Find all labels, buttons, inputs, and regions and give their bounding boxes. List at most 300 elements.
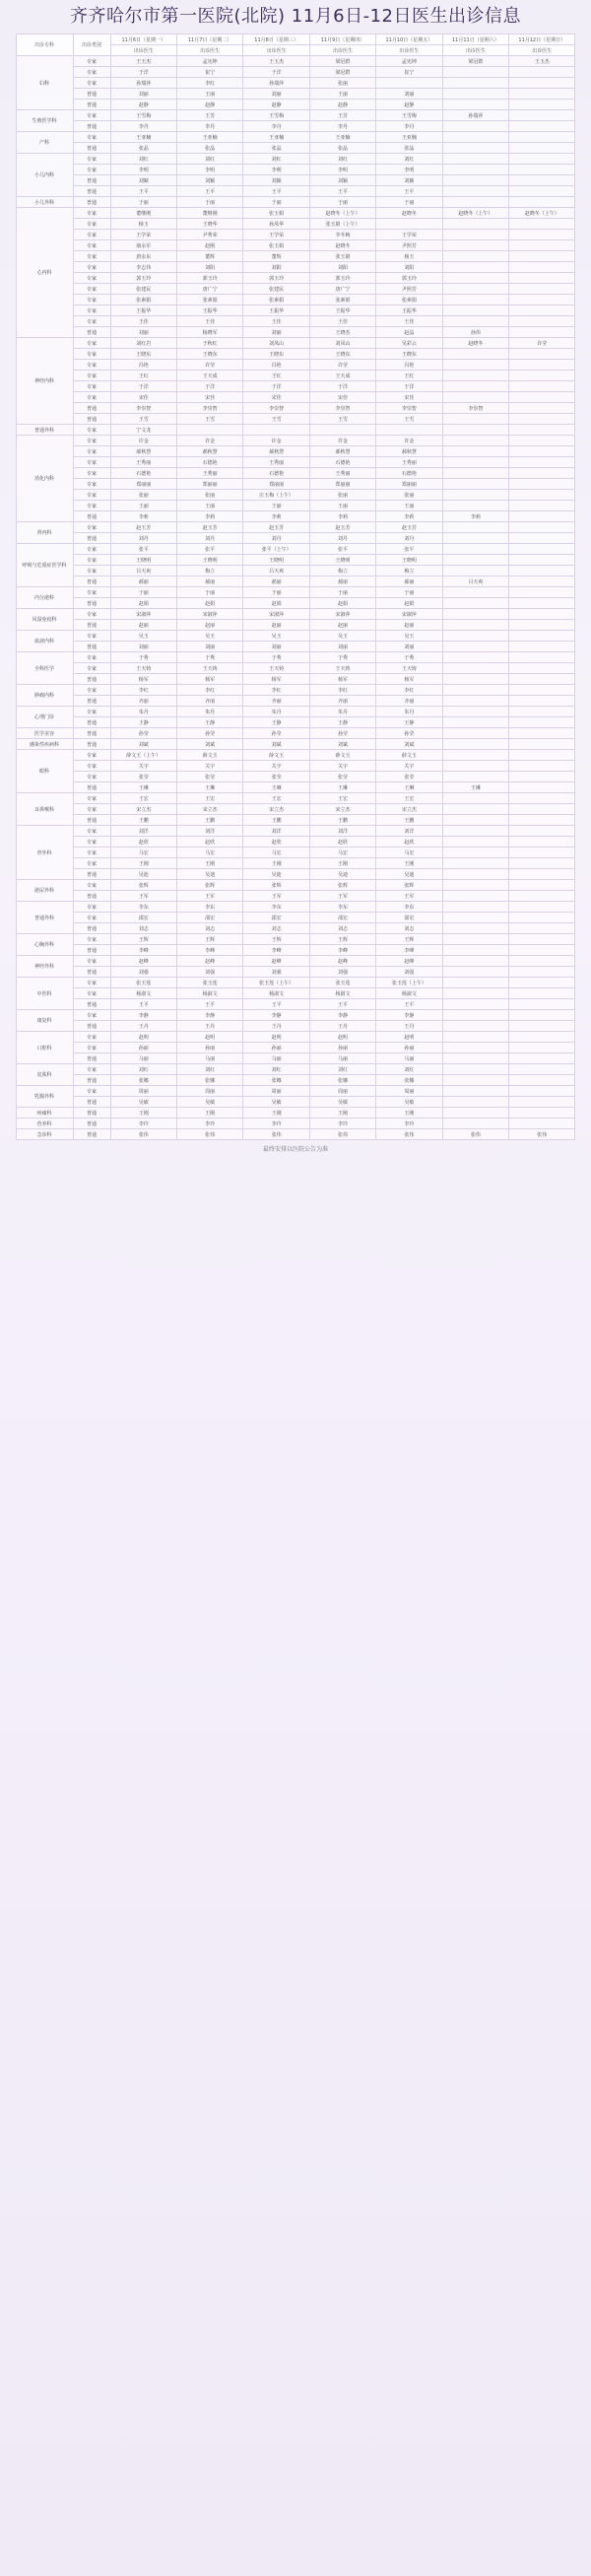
- visit-type-cell: 专家: [73, 490, 110, 501]
- doctor-cell: [442, 923, 508, 934]
- doctor-cell: [442, 371, 508, 381]
- visit-type-cell: 专家: [73, 956, 110, 967]
- doctor-cell: 郑丽丽: [110, 479, 176, 490]
- doctor-cell: 张素娟: [243, 295, 309, 305]
- doctor-cell: 刘斌: [309, 739, 375, 750]
- doctor-cell: [509, 988, 575, 999]
- doctor-cell: 吕天爽: [110, 566, 176, 576]
- doctor-cell: 郝秋慧: [110, 446, 176, 457]
- visit-type-cell: 专家: [73, 750, 110, 761]
- doctor-cell: 杨玉: [110, 219, 176, 230]
- dept-name: 神经外科: [16, 956, 73, 978]
- doctor-cell: 王晓明: [176, 555, 242, 566]
- doctor-cell: [509, 728, 575, 739]
- doctor-cell: [442, 1053, 508, 1064]
- doctor-cell: [442, 197, 508, 208]
- doctor-cell: 赵峰: [309, 956, 375, 967]
- doctor-cell: [442, 598, 508, 609]
- doctor-cell: 于洋: [309, 381, 375, 392]
- doctor-cell: 杨淑文: [243, 988, 309, 999]
- visit-type-cell: 专家: [73, 468, 110, 479]
- visit-type-cell: 普通: [73, 511, 110, 522]
- doctor-cell: 郭玉玲: [110, 273, 176, 284]
- doctor-cell: 李红: [176, 78, 242, 89]
- schedule-row: [16, 175, 575, 186]
- doctor-cell: [442, 501, 508, 511]
- doctor-cell: 王宏: [243, 793, 309, 804]
- doctor-cell: [442, 295, 508, 305]
- doctor-cell: 刘丽: [243, 327, 309, 338]
- doctor-cell: 张素娟: [309, 295, 375, 305]
- doctor-cell: 薛文玉: [376, 750, 442, 761]
- subheader-cell: 出诊医生: [376, 45, 442, 56]
- doctor-cell: 王鹏: [243, 815, 309, 826]
- doctor-cell: 王丹: [110, 1021, 176, 1032]
- doctor-cell: [442, 67, 508, 78]
- doctor-cell: 郭玉玲: [309, 273, 375, 284]
- doctor-cell: [442, 1119, 508, 1129]
- doctor-cell: 吴迪: [309, 869, 375, 880]
- visit-type-cell: 专家: [73, 685, 110, 696]
- doctor-cell: 李峰: [243, 945, 309, 956]
- dept-name: 口腔科: [16, 1032, 73, 1064]
- doctor-cell: 薛文玉: [309, 750, 375, 761]
- doctor-cell: [509, 815, 575, 826]
- doctor-cell: 张晶: [176, 143, 242, 154]
- doctor-cell: [442, 988, 508, 999]
- doctor-cell: [509, 761, 575, 772]
- doctor-cell: 刘红: [243, 154, 309, 165]
- doctor-cell: 王红: [110, 371, 176, 381]
- doctor-cell: 赵丽: [110, 620, 176, 631]
- doctor-cell: 王亚楠: [309, 132, 375, 143]
- doctor-cell: 王晓杰: [309, 327, 375, 338]
- doctor-cell: [442, 934, 508, 945]
- visit-type-cell: 专家: [73, 847, 110, 858]
- doctor-cell: 刘斌: [243, 739, 309, 750]
- doctor-cell: 薛文玉: [243, 750, 309, 761]
- visit-type-cell: 专家: [73, 566, 110, 576]
- doctor-cell: [509, 295, 575, 305]
- doctor-cell: 赵丽: [309, 620, 375, 631]
- dept-name: 肿瘤内科: [16, 685, 73, 707]
- doctor-cell: [442, 360, 508, 371]
- schedule-row: [16, 902, 575, 913]
- doctor-cell: [442, 761, 508, 772]
- doctor-cell: 刘强: [309, 967, 375, 978]
- doctor-cell: 张平: [176, 544, 242, 555]
- visit-type-cell: 专家: [73, 208, 110, 219]
- doctor-cell: 赵明: [176, 1032, 242, 1043]
- doctor-cell: 董继刚: [110, 208, 176, 219]
- visit-type-cell: 专家: [73, 436, 110, 446]
- doctor-cell: 赵丽: [243, 620, 309, 631]
- schedule-row: [16, 240, 575, 251]
- dept-name: 心胸外科: [16, 934, 73, 956]
- doctor-cell: 宋淑萍: [309, 609, 375, 620]
- doctor-cell: 李红: [376, 685, 442, 696]
- doctor-cell: 齐丽: [309, 696, 375, 707]
- visit-type-cell: 普通: [73, 121, 110, 132]
- dept-name: 心内科: [16, 208, 73, 338]
- visit-type-cell: 专家: [73, 446, 110, 457]
- doctor-cell: 王振华: [309, 305, 375, 316]
- dept-name: 消化内科: [16, 436, 73, 522]
- doctor-cell: [442, 956, 508, 967]
- doctor-cell: 张娜: [309, 1075, 375, 1086]
- doctor-cell: 杨军: [176, 674, 242, 685]
- doctor-cell: 崔宁: [176, 67, 242, 78]
- doctor-cell: 周丽: [243, 1086, 309, 1097]
- doctor-cell: [509, 1097, 575, 1108]
- doctor-cell: 李玲: [309, 1119, 375, 1129]
- doctor-cell: 王刚: [110, 1108, 176, 1119]
- dept-name: 生殖医学科: [16, 110, 73, 132]
- doctor-cell: [442, 490, 508, 501]
- doctor-cell: [442, 100, 508, 110]
- doctor-cell: 郝秋慧: [376, 446, 442, 457]
- doctor-cell: [376, 219, 442, 230]
- visit-type-cell: 普通: [73, 739, 110, 750]
- schedule-row: [16, 858, 575, 869]
- doctor-cell: 王鹏: [309, 815, 375, 826]
- doctor-cell: 郭玉玲: [376, 273, 442, 284]
- doctor-cell: 孙丽: [176, 1043, 242, 1053]
- doctor-cell: [442, 1097, 508, 1108]
- doctor-cell: [509, 533, 575, 544]
- doctor-cell: 邵宏: [376, 913, 442, 923]
- dept-name: 心理门诊: [16, 707, 73, 728]
- doctor-cell: 赵峰: [376, 956, 442, 967]
- schedule-row: [16, 728, 575, 739]
- doctor-cell: [509, 154, 575, 165]
- doctor-cell: 王平: [176, 999, 242, 1010]
- schedule-row: [16, 663, 575, 674]
- doctor-cell: 赵晓冬（上午）: [442, 208, 508, 219]
- doctor-cell: 崔宁: [376, 67, 442, 78]
- doctor-cell: 张丽: [376, 490, 442, 501]
- doctor-cell: 宋立杰: [309, 804, 375, 815]
- doctor-cell: 王雪: [376, 414, 442, 425]
- doctor-cell: 刘丽: [376, 89, 442, 100]
- schedule-row: [16, 945, 575, 956]
- doctor-cell: [509, 522, 575, 533]
- dept-name: 风湿免疫科: [16, 609, 73, 631]
- doctor-cell: 梁冠群: [442, 56, 508, 67]
- doctor-cell: 郝丽: [176, 576, 242, 587]
- doctor-cell: 刘志: [376, 923, 442, 934]
- doctor-cell: [442, 89, 508, 100]
- visit-type-cell: 专家: [73, 56, 110, 67]
- doctor-cell: 赵娟: [376, 598, 442, 609]
- doctor-cell: 于秀: [376, 652, 442, 663]
- doctor-cell: 赵欣: [243, 837, 309, 847]
- doctor-cell: 吴玉: [176, 631, 242, 642]
- visit-type-cell: 普通: [73, 642, 110, 652]
- doctor-cell: 郑丽丽: [243, 479, 309, 490]
- doctor-cell: 朱丹: [176, 707, 242, 717]
- doctor-cell: 赵静: [376, 100, 442, 110]
- doctor-cell: [442, 847, 508, 858]
- doctor-cell: 刘丹: [176, 533, 242, 544]
- footer-note: 最终安排以医院公告为准: [262, 1146, 328, 1153]
- doctor-cell: 王平: [110, 186, 176, 197]
- doctor-cell: [442, 165, 508, 175]
- schedule-row: [16, 815, 575, 826]
- doctor-cell: [509, 555, 575, 566]
- header-day: 11月7日（星期二）: [176, 34, 242, 45]
- doctor-cell: 杨军: [376, 674, 442, 685]
- doctor-cell: 王刚: [110, 858, 176, 869]
- schedule-row: [16, 750, 575, 761]
- doctor-cell: 李丹: [243, 121, 309, 132]
- doctor-cell: 马宏: [176, 847, 242, 858]
- doctor-cell: 马丽: [176, 1053, 242, 1064]
- schedule-row: [16, 251, 575, 262]
- visit-type-cell: 专家: [73, 772, 110, 782]
- schedule-row: [16, 349, 575, 360]
- doctor-cell: 刘志: [110, 923, 176, 934]
- doctor-cell: 孙莹: [176, 728, 242, 739]
- doctor-cell: 李峰: [376, 945, 442, 956]
- schedule-row: [16, 381, 575, 392]
- doctor-cell: 关宇: [110, 761, 176, 772]
- subheader-cell: 出诊医生: [442, 45, 508, 56]
- schedule-row: [16, 847, 575, 858]
- doctor-cell: 刘丹: [243, 533, 309, 544]
- doctor-cell: 王琳: [442, 782, 508, 793]
- doctor-cell: 赵晓冬（上午）: [509, 208, 575, 219]
- doctor-cell: 杨淑文: [176, 988, 242, 999]
- doctor-cell: [442, 967, 508, 978]
- doctor-cell: 张玉莲: [176, 978, 242, 988]
- doctor-cell: 赵丽: [176, 620, 242, 631]
- schedule-row: [16, 262, 575, 273]
- doctor-cell: 张玉娟: [243, 240, 309, 251]
- doctor-cell: 吴敏: [110, 1097, 176, 1108]
- schedule-row: [16, 392, 575, 403]
- doctor-cell: 赵丽: [376, 620, 442, 631]
- doctor-cell: 于洋: [243, 381, 309, 392]
- doctor-cell: 张晶: [243, 143, 309, 154]
- doctor-cell: 王天铸: [376, 663, 442, 674]
- doctor-cell: 王宏: [110, 793, 176, 804]
- doctor-cell: 赵明: [110, 1032, 176, 1043]
- doctor-cell: 王平: [376, 999, 442, 1010]
- doctor-cell: 邵宏: [110, 913, 176, 923]
- doctor-cell: 梁冠群: [309, 67, 375, 78]
- doctor-cell: 于秀: [243, 652, 309, 663]
- doctor-cell: 尹秀荣: [176, 230, 242, 240]
- doctor-cell: 吴玉: [243, 631, 309, 642]
- doctor-cell: 石德艳: [110, 468, 176, 479]
- doctor-cell: 张莹: [376, 772, 442, 782]
- doctor-cell: 马宏: [243, 847, 309, 858]
- visit-type-cell: 专家: [73, 663, 110, 674]
- schedule-row: [16, 642, 575, 652]
- visit-type-cell: 普通: [73, 197, 110, 208]
- doctor-cell: [509, 316, 575, 327]
- schedule-row: [16, 869, 575, 880]
- dept-name: 普通外科: [16, 902, 73, 934]
- doctor-cell: [509, 1086, 575, 1097]
- doctor-cell: [442, 1064, 508, 1075]
- doctor-cell: [509, 587, 575, 598]
- doctor-cell: 马丽: [376, 1053, 442, 1064]
- doctor-cell: [509, 707, 575, 717]
- doctor-cell: [509, 175, 575, 186]
- schedule-row: [16, 1021, 575, 1032]
- doctor-cell: 许金: [110, 436, 176, 446]
- doctor-cell: 孙丽: [309, 1043, 375, 1053]
- doctor-cell: 赵晓冬: [376, 208, 442, 219]
- doctor-cell: 周丽: [376, 1086, 442, 1097]
- visit-type-cell: 普通: [73, 869, 110, 880]
- doctor-cell: 刘颖: [376, 175, 442, 186]
- doctor-cell: 王琳: [376, 782, 442, 793]
- doctor-cell: 刘志: [176, 923, 242, 934]
- doctor-cell: 于洋: [110, 381, 176, 392]
- doctor-cell: [509, 652, 575, 663]
- doctor-cell: 赵静: [309, 100, 375, 110]
- doctor-cell: 李丹: [110, 121, 176, 132]
- doctor-cell: 李明: [243, 165, 309, 175]
- schedule-row: [16, 511, 575, 522]
- doctor-cell: 周丽: [309, 1086, 375, 1097]
- doctor-cell: 吴迪: [110, 869, 176, 880]
- doctor-cell: [509, 110, 575, 121]
- doctor-cell: 杨军: [309, 674, 375, 685]
- doctor-cell: 张晶: [309, 143, 375, 154]
- doctor-cell: 赵静: [243, 100, 309, 110]
- schedule-row: [16, 956, 575, 967]
- schedule-row: [16, 826, 575, 837]
- doctor-cell: 马丽: [309, 1053, 375, 1064]
- visit-type-cell: 专家: [73, 1043, 110, 1053]
- visit-type-cell: 普通: [73, 717, 110, 728]
- doctor-cell: 赵玉芳: [110, 522, 176, 533]
- doctor-cell: 刘红: [309, 1064, 375, 1075]
- visit-type-cell: 普通: [73, 945, 110, 956]
- doctor-cell: 郝秋慧: [309, 446, 375, 457]
- header-dept: 出诊专科: [16, 34, 73, 56]
- doctor-cell: 王鹏: [176, 815, 242, 826]
- doctor-cell: 王平: [110, 999, 176, 1010]
- doctor-cell: 刘洋: [243, 826, 309, 837]
- visit-type-cell: 专家: [73, 1064, 110, 1075]
- doctor-cell: 吴迪: [376, 869, 442, 880]
- doctor-cell: 刘红: [376, 1064, 442, 1075]
- doctor-cell: 张丽: [110, 490, 176, 501]
- schedule-row: [16, 707, 575, 717]
- visit-type-cell: 专家: [73, 295, 110, 305]
- doctor-cell: 许莹: [176, 360, 242, 371]
- doctor-cell: 王晓东: [376, 349, 442, 360]
- doctor-cell: [509, 934, 575, 945]
- schedule-row: [16, 154, 575, 165]
- doctor-cell: [509, 230, 575, 240]
- visit-type-cell: 专家: [73, 880, 110, 891]
- doctor-cell: [509, 826, 575, 837]
- doctor-cell: 李莉: [110, 511, 176, 522]
- schedule-row: [16, 631, 575, 642]
- schedule-row: [16, 804, 575, 815]
- schedule-row: [16, 468, 575, 479]
- doctor-cell: 宋立杰: [376, 804, 442, 815]
- dept-name: 全科医学: [16, 652, 73, 685]
- visit-type-cell: 普通: [73, 999, 110, 1010]
- doctor-cell: 张娜: [110, 1075, 176, 1086]
- doctor-cell: 赵玉芳: [176, 522, 242, 533]
- dept-name: 泌尿外科: [16, 880, 73, 902]
- doctor-cell: 孙凤华: [243, 219, 309, 230]
- doctor-cell: 赵晓冬（上午）: [309, 208, 375, 219]
- doctor-cell: 刘丽: [110, 89, 176, 100]
- doctor-cell: 郑丽丽: [176, 479, 242, 490]
- doctor-cell: [442, 620, 508, 631]
- schedule-row: [16, 414, 575, 425]
- doctor-cell: [509, 609, 575, 620]
- doctor-cell: [442, 457, 508, 468]
- doctor-cell: [442, 652, 508, 663]
- dept-name: 妇科: [16, 56, 73, 110]
- doctor-cell: 李明: [376, 165, 442, 175]
- doctor-cell: 王丽: [309, 501, 375, 511]
- schedule-row: [16, 923, 575, 934]
- schedule-row: [16, 544, 575, 555]
- doctor-cell: 张莹: [243, 772, 309, 782]
- doctor-cell: [509, 631, 575, 642]
- doctor-cell: [509, 945, 575, 956]
- doctor-cell: 刘凤山: [309, 338, 375, 349]
- doctor-cell: 宋淑萍: [376, 609, 442, 620]
- doctor-cell: 刘颖: [309, 175, 375, 186]
- doctor-cell: 王丽: [176, 501, 242, 511]
- doctor-cell: 梅立: [376, 566, 442, 576]
- doctor-cell: 石德艳: [309, 457, 375, 468]
- doctor-cell: 刘红: [176, 1064, 242, 1075]
- dept-name: 呼吸与危重症医学科: [16, 544, 73, 587]
- doctor-cell: 许金: [243, 436, 309, 446]
- doctor-cell: 王雪: [110, 414, 176, 425]
- dept-name: 骨外科: [16, 826, 73, 880]
- header-day: 11月6日（星期一）: [110, 34, 176, 45]
- doctor-cell: 张丽: [309, 490, 375, 501]
- doctor-cell: 吕天爽: [243, 566, 309, 576]
- doctor-cell: 王刚: [309, 1108, 375, 1119]
- doctor-cell: [442, 1108, 508, 1119]
- visit-type-cell: 专家: [73, 78, 110, 89]
- doctor-cell: [442, 815, 508, 826]
- doctor-cell: [442, 425, 508, 436]
- doctor-cell: 马宏: [376, 847, 442, 858]
- doctor-cell: 王天成: [176, 371, 242, 381]
- doctor-cell: 刘志: [309, 923, 375, 934]
- doctor-cell: [509, 902, 575, 913]
- header-day: 11月11日（星期六）: [442, 34, 508, 45]
- doctor-cell: 于洋: [376, 381, 442, 392]
- schedule-row: [16, 555, 575, 566]
- dept-name: 乳腺外科: [16, 1086, 73, 1108]
- header-day: 11月9日（星期四）: [309, 34, 375, 45]
- doctor-cell: [442, 186, 508, 197]
- visit-type-cell: 普通: [73, 175, 110, 186]
- doctor-cell: 刘洋: [176, 826, 242, 837]
- doctor-cell: [509, 1043, 575, 1053]
- visit-type-cell: 专家: [73, 360, 110, 371]
- doctor-cell: 王宏: [309, 793, 375, 804]
- doctor-cell: 王琳: [176, 782, 242, 793]
